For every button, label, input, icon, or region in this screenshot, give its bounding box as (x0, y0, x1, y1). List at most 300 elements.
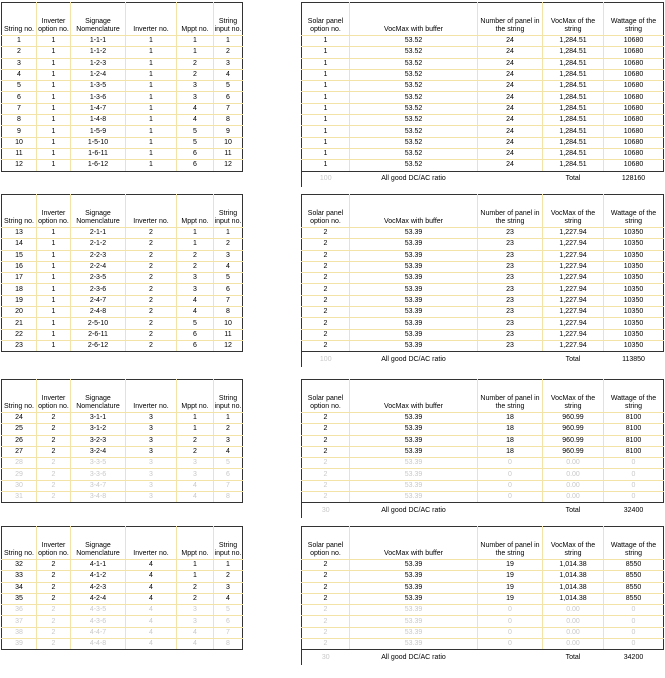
table-cell[interactable]: 3-4-8 (71, 492, 126, 503)
table-cell[interactable]: 29 (2, 469, 37, 480)
table-cell[interactable]: 1 (126, 137, 177, 148)
table-cell[interactable]: 12 (2, 160, 37, 171)
table-cell[interactable]: 3 (177, 92, 214, 103)
table-cell[interactable]: 1-4-7 (71, 103, 126, 114)
table-cell[interactable]: 960.99 (543, 413, 604, 424)
table-cell[interactable]: 4 (126, 627, 177, 638)
table-cell[interactable]: 1 (2, 36, 37, 47)
table-cell[interactable]: 37 (2, 616, 37, 627)
table-cell[interactable]: 33 (2, 571, 37, 582)
table-cell[interactable]: 2 (37, 458, 71, 469)
table-cell[interactable]: 53.52 (350, 92, 478, 103)
dc-ac-ratio-value[interactable]: 100 (319, 355, 332, 363)
table-cell[interactable]: 10350 (604, 284, 664, 295)
table-cell[interactable]: 2 (302, 413, 350, 424)
table-cell[interactable]: 6 (177, 160, 214, 171)
table-cell[interactable]: 4 (177, 115, 214, 126)
table-cell[interactable]: 1 (37, 250, 71, 261)
table-cell[interactable]: 2 (37, 639, 71, 650)
table-cell[interactable]: 0.00 (543, 458, 604, 469)
table-cell[interactable]: 53.39 (350, 424, 478, 435)
table-cell[interactable]: 0 (604, 492, 664, 503)
table-cell[interactable]: 3-3-5 (71, 458, 126, 469)
table-cell[interactable]: 1,284.51 (543, 115, 604, 126)
table-cell[interactable]: 3 (177, 605, 214, 616)
table-cell[interactable]: 1 (126, 115, 177, 126)
table-cell[interactable]: 1,227.94 (543, 329, 604, 340)
table-cell[interactable]: 1 (126, 92, 177, 103)
table-cell[interactable]: 10680 (604, 103, 664, 114)
table-cell[interactable]: 8 (214, 639, 243, 650)
table-cell[interactable]: 25 (2, 424, 37, 435)
table-cell[interactable]: 2 (302, 228, 350, 239)
table-cell[interactable]: 2 (126, 295, 177, 306)
table-cell[interactable]: 1 (177, 228, 214, 239)
table-cell[interactable]: 4 (214, 69, 243, 80)
table-cell[interactable]: 32 (2, 560, 37, 571)
table-cell[interactable]: 2 (37, 582, 71, 593)
table-cell[interactable]: 0.00 (543, 492, 604, 503)
table-cell[interactable]: 19 (478, 571, 543, 582)
table-cell[interactable]: 1 (177, 424, 214, 435)
table-cell[interactable]: 1 (302, 126, 350, 137)
table-cell[interactable]: 1 (126, 148, 177, 159)
table-cell[interactable]: 10680 (604, 47, 664, 58)
column-header[interactable]: VocMax of the string (543, 527, 604, 560)
table-cell[interactable]: 4 (126, 605, 177, 616)
table-cell[interactable]: 24 (478, 137, 543, 148)
table-cell[interactable]: 53.39 (350, 492, 478, 503)
table-cell[interactable]: 0 (478, 616, 543, 627)
table-cell[interactable]: 6 (177, 148, 214, 159)
table-cell[interactable]: 2 (37, 593, 71, 604)
table-cell[interactable]: 1 (37, 47, 71, 58)
table-cell[interactable]: 6 (214, 469, 243, 480)
dc-ac-ratio-value[interactable]: 30 (321, 653, 330, 661)
table-cell[interactable]: 2 (177, 250, 214, 261)
table-cell[interactable]: 3 (126, 435, 177, 446)
table-cell[interactable]: 10350 (604, 228, 664, 239)
table-cell[interactable]: 1 (126, 126, 177, 137)
table-cell[interactable]: 2 (126, 239, 177, 250)
table-cell[interactable]: 2-4-7 (71, 295, 126, 306)
table-cell[interactable]: 2 (302, 492, 350, 503)
table-cell[interactable]: 0 (478, 627, 543, 638)
table-cell[interactable]: 1 (37, 92, 71, 103)
column-header[interactable]: Wattage of the string (604, 527, 664, 560)
table-cell[interactable]: 1 (214, 413, 243, 424)
column-header[interactable]: String input no. (214, 3, 243, 36)
table-cell[interactable]: 1,284.51 (543, 69, 604, 80)
table-cell[interactable]: 5 (214, 605, 243, 616)
table-cell[interactable]: 1-5-9 (71, 126, 126, 137)
table-cell[interactable]: 23 (478, 239, 543, 250)
table-cell[interactable]: 10350 (604, 239, 664, 250)
table-cell[interactable]: 1,014.38 (543, 571, 604, 582)
table-cell[interactable]: 4-1-1 (71, 560, 126, 571)
table-cell[interactable]: 10680 (604, 58, 664, 69)
table-cell[interactable]: 53.39 (350, 307, 478, 318)
table-cell[interactable]: 18 (2, 284, 37, 295)
table-cell[interactable]: 10680 (604, 126, 664, 137)
table-cell[interactable]: 2 (126, 228, 177, 239)
table-cell[interactable]: 53.52 (350, 126, 478, 137)
table-cell[interactable]: 1 (37, 329, 71, 340)
table-cell[interactable]: 3 (177, 469, 214, 480)
column-header[interactable]: Solar panel option no. (302, 3, 350, 36)
table-cell[interactable]: 53.39 (350, 228, 478, 239)
table-cell[interactable]: 1 (302, 81, 350, 92)
table-cell[interactable]: 8100 (604, 424, 664, 435)
table-cell[interactable]: 1,284.51 (543, 103, 604, 114)
table-cell[interactable]: 4 (177, 307, 214, 318)
table-cell[interactable]: 3 (126, 469, 177, 480)
table-cell[interactable]: 2 (37, 571, 71, 582)
table-cell[interactable]: 3 (177, 458, 214, 469)
table-cell[interactable]: 1 (37, 137, 71, 148)
table-cell[interactable]: 12 (214, 340, 243, 351)
table-cell[interactable]: 1,284.51 (543, 148, 604, 159)
column-header[interactable]: String no. (2, 380, 37, 413)
column-header[interactable]: Number of panel in the string (478, 527, 543, 560)
table-cell[interactable]: 8 (214, 492, 243, 503)
table-cell[interactable]: 3 (177, 81, 214, 92)
table-cell[interactable]: 18 (478, 413, 543, 424)
table-cell[interactable]: 0 (604, 605, 664, 616)
table-cell[interactable]: 2-6-11 (71, 329, 126, 340)
table-cell[interactable]: 23 (478, 273, 543, 284)
table-cell[interactable]: 960.99 (543, 446, 604, 457)
table-cell[interactable]: 0 (604, 627, 664, 638)
table-cell[interactable]: 2 (302, 560, 350, 571)
table-cell[interactable]: 9 (214, 126, 243, 137)
table-cell[interactable]: 4 (214, 446, 243, 457)
table-cell[interactable]: 1 (37, 58, 71, 69)
table-cell[interactable]: 53.39 (350, 582, 478, 593)
table-cell[interactable]: 1 (177, 36, 214, 47)
table-cell[interactable]: 3 (2, 58, 37, 69)
spacer-cell[interactable] (478, 503, 543, 519)
column-header[interactable]: VocMax with buffer (350, 3, 478, 36)
table-cell[interactable]: 2 (302, 627, 350, 638)
table-cell[interactable]: 6 (177, 340, 214, 351)
column-header[interactable]: Number of panel in the string (478, 380, 543, 413)
table-cell[interactable]: 2-5-10 (71, 318, 126, 329)
dc-ac-ratio-label[interactable]: All good DC/AC ratio (381, 355, 446, 363)
table-cell[interactable]: 53.39 (350, 593, 478, 604)
table-cell[interactable]: 0.00 (543, 469, 604, 480)
table-cell[interactable]: 5 (214, 273, 243, 284)
table-cell[interactable]: 1,014.38 (543, 582, 604, 593)
column-header[interactable]: String no. (2, 527, 37, 560)
table-cell[interactable]: 30 (2, 480, 37, 491)
column-header[interactable]: Wattage of the string (604, 195, 664, 228)
table-cell[interactable]: 2 (177, 593, 214, 604)
table-cell[interactable]: 16 (2, 261, 37, 272)
table-cell[interactable]: 10350 (604, 295, 664, 306)
column-header[interactable]: Mppt no. (177, 195, 214, 228)
table-cell[interactable]: 2-1-2 (71, 239, 126, 250)
table-cell[interactable]: 5 (177, 318, 214, 329)
table-cell[interactable]: 53.39 (350, 340, 478, 351)
table-cell[interactable]: 0.00 (543, 616, 604, 627)
table-cell[interactable]: 23 (478, 284, 543, 295)
table-cell[interactable]: 1 (302, 160, 350, 171)
table-cell[interactable]: 2 (214, 239, 243, 250)
table-cell[interactable]: 53.39 (350, 560, 478, 571)
table-cell[interactable]: 2 (302, 295, 350, 306)
table-cell[interactable]: 0 (478, 458, 543, 469)
column-header[interactable]: Signage Nomenclature (71, 380, 126, 413)
table-cell[interactable]: 3 (177, 284, 214, 295)
table-cell[interactable]: 53.39 (350, 616, 478, 627)
table-cell[interactable]: 2 (302, 340, 350, 351)
table-cell[interactable]: 10680 (604, 148, 664, 159)
table-cell[interactable]: 4 (126, 639, 177, 650)
table-cell[interactable]: 1 (126, 81, 177, 92)
table-cell[interactable]: 18 (478, 424, 543, 435)
table-cell[interactable]: 2 (37, 469, 71, 480)
table-cell[interactable]: 1 (37, 148, 71, 159)
table-cell[interactable]: 53.39 (350, 261, 478, 272)
table-cell[interactable]: 2 (302, 458, 350, 469)
table-cell[interactable]: 3-4-7 (71, 480, 126, 491)
table-cell[interactable]: 53.39 (350, 413, 478, 424)
table-cell[interactable]: 8100 (604, 435, 664, 446)
table-cell[interactable]: 1,284.51 (543, 36, 604, 47)
table-cell[interactable]: 53.39 (350, 480, 478, 491)
table-cell[interactable]: 23 (478, 318, 543, 329)
table-cell[interactable]: 10350 (604, 250, 664, 261)
table-cell[interactable]: 7 (214, 480, 243, 491)
table-cell[interactable]: 19 (478, 593, 543, 604)
table-cell[interactable]: 3-2-4 (71, 446, 126, 457)
table-cell[interactable]: 1,227.94 (543, 250, 604, 261)
table-cell[interactable]: 1 (37, 69, 71, 80)
table-cell[interactable]: 960.99 (543, 435, 604, 446)
table-cell[interactable]: 8 (214, 307, 243, 318)
table-cell[interactable]: 0 (478, 469, 543, 480)
table-cell[interactable]: 3 (214, 58, 243, 69)
table-cell[interactable]: 53.52 (350, 148, 478, 159)
column-header[interactable]: Signage Nomenclature (71, 527, 126, 560)
table-cell[interactable]: 2 (302, 435, 350, 446)
table-cell[interactable]: 1-2-3 (71, 58, 126, 69)
table-cell[interactable]: 2 (302, 239, 350, 250)
table-cell[interactable]: 23 (478, 295, 543, 306)
table-cell[interactable]: 6 (214, 92, 243, 103)
column-header[interactable]: Inverter no. (126, 3, 177, 36)
table-cell[interactable]: 2 (126, 284, 177, 295)
table-cell[interactable]: 53.39 (350, 318, 478, 329)
table-cell[interactable]: 0.00 (543, 639, 604, 650)
table-cell[interactable]: 19 (478, 582, 543, 593)
table-cell[interactable]: 1,284.51 (543, 160, 604, 171)
column-header[interactable]: Solar panel option no. (302, 527, 350, 560)
table-cell[interactable]: 1-6-11 (71, 148, 126, 159)
table-cell[interactable]: 1 (37, 340, 71, 351)
column-header[interactable]: Signage Nomenclature (71, 195, 126, 228)
table-cell[interactable]: 7 (214, 103, 243, 114)
table-cell[interactable]: 4 (177, 480, 214, 491)
column-header[interactable]: Mppt no. (177, 527, 214, 560)
table-cell[interactable]: 2 (37, 627, 71, 638)
column-header[interactable]: VocMax with buffer (350, 380, 478, 413)
table-cell[interactable]: 1 (37, 81, 71, 92)
table-cell[interactable]: 1,284.51 (543, 81, 604, 92)
table-cell[interactable]: 1 (126, 103, 177, 114)
table-cell[interactable]: 1,227.94 (543, 295, 604, 306)
table-cell[interactable]: 1,014.38 (543, 593, 604, 604)
table-cell[interactable]: 24 (478, 160, 543, 171)
table-cell[interactable]: 4 (126, 571, 177, 582)
table-cell[interactable]: 24 (2, 413, 37, 424)
table-cell[interactable]: 1 (37, 160, 71, 171)
table-cell[interactable]: 1 (302, 92, 350, 103)
table-cell[interactable]: 19 (2, 295, 37, 306)
table-cell[interactable]: 7 (214, 627, 243, 638)
table-cell[interactable]: 2 (2, 47, 37, 58)
table-cell[interactable]: 1 (302, 137, 350, 148)
table-cell[interactable]: 1 (126, 69, 177, 80)
table-cell[interactable]: 10680 (604, 115, 664, 126)
table-cell[interactable]: 1,227.94 (543, 340, 604, 351)
table-cell[interactable]: 53.39 (350, 295, 478, 306)
table-cell[interactable]: 9 (2, 126, 37, 137)
table-cell[interactable]: 1,227.94 (543, 318, 604, 329)
table-cell[interactable]: 2 (37, 424, 71, 435)
table-cell[interactable]: 1 (37, 228, 71, 239)
table-cell[interactable]: 0 (478, 480, 543, 491)
table-cell[interactable]: 1 (37, 273, 71, 284)
table-cell[interactable]: 4 (214, 261, 243, 272)
table-cell[interactable]: 24 (478, 92, 543, 103)
table-cell[interactable]: 10680 (604, 69, 664, 80)
table-cell[interactable]: 53.39 (350, 458, 478, 469)
table-cell[interactable]: 3 (177, 616, 214, 627)
table-cell[interactable]: 10350 (604, 261, 664, 272)
table-cell[interactable]: 24 (478, 47, 543, 58)
table-cell[interactable]: 2 (302, 273, 350, 284)
table-cell[interactable]: 1,227.94 (543, 228, 604, 239)
table-cell[interactable]: 2 (177, 582, 214, 593)
table-cell[interactable]: 5 (2, 81, 37, 92)
table-cell[interactable]: 1 (214, 36, 243, 47)
table-cell[interactable]: 53.39 (350, 250, 478, 261)
table-cell[interactable]: 2 (126, 318, 177, 329)
table-cell[interactable]: 5 (177, 137, 214, 148)
table-cell[interactable]: 1,284.51 (543, 137, 604, 148)
table-cell[interactable]: 26 (2, 435, 37, 446)
table-cell[interactable]: 20 (2, 307, 37, 318)
table-cell[interactable]: 2-4-8 (71, 307, 126, 318)
table-cell[interactable]: 1,227.94 (543, 261, 604, 272)
table-cell[interactable]: 23 (478, 250, 543, 261)
column-header[interactable]: Mppt no. (177, 3, 214, 36)
table-cell[interactable]: 12 (214, 160, 243, 171)
table-cell[interactable]: 53.52 (350, 36, 478, 47)
table-cell[interactable]: 10 (2, 137, 37, 148)
table-cell[interactable]: 1 (37, 239, 71, 250)
total-wattage-value[interactable]: 128160 (621, 175, 646, 183)
table-cell[interactable]: 21 (2, 318, 37, 329)
table-cell[interactable]: 1 (214, 228, 243, 239)
table-cell[interactable]: 0.00 (543, 627, 604, 638)
table-cell[interactable]: 24 (478, 81, 543, 92)
table-cell[interactable]: 10680 (604, 36, 664, 47)
table-cell[interactable]: 53.52 (350, 115, 478, 126)
table-cell[interactable]: 7 (2, 103, 37, 114)
table-cell[interactable]: 3 (126, 458, 177, 469)
table-cell[interactable]: 24 (478, 36, 543, 47)
table-cell[interactable]: 53.52 (350, 58, 478, 69)
table-cell[interactable]: 1,284.51 (543, 47, 604, 58)
table-cell[interactable]: 3-3-6 (71, 469, 126, 480)
table-cell[interactable]: 39 (2, 639, 37, 650)
table-cell[interactable]: 23 (2, 340, 37, 351)
table-cell[interactable]: 2 (177, 261, 214, 272)
column-header[interactable]: Inverter no. (126, 527, 177, 560)
table-cell[interactable]: 4 (126, 616, 177, 627)
table-cell[interactable]: 1,284.51 (543, 92, 604, 103)
table-cell[interactable]: 3 (126, 446, 177, 457)
table-cell[interactable]: 10350 (604, 340, 664, 351)
table-cell[interactable]: 4 (2, 69, 37, 80)
column-header[interactable]: Mppt no. (177, 380, 214, 413)
table-cell[interactable]: 1 (37, 307, 71, 318)
table-cell[interactable]: 3 (126, 413, 177, 424)
table-cell[interactable]: 2-1-1 (71, 228, 126, 239)
table-cell[interactable]: 2-3-6 (71, 284, 126, 295)
table-cell[interactable]: 2 (37, 480, 71, 491)
total-label[interactable]: Total (565, 506, 581, 514)
table-cell[interactable]: 3 (126, 480, 177, 491)
table-cell[interactable]: 1 (37, 126, 71, 137)
table-cell[interactable]: 31 (2, 492, 37, 503)
table-cell[interactable]: 2-2-3 (71, 250, 126, 261)
table-cell[interactable]: 2 (37, 413, 71, 424)
table-cell[interactable]: 2 (302, 424, 350, 435)
table-cell[interactable]: 8100 (604, 446, 664, 457)
table-cell[interactable]: 1-3-6 (71, 92, 126, 103)
column-header[interactable]: VocMax of the string (543, 3, 604, 36)
table-cell[interactable]: 14 (2, 239, 37, 250)
table-cell[interactable]: 5 (214, 81, 243, 92)
table-cell[interactable]: 5 (214, 458, 243, 469)
table-cell[interactable]: 0 (478, 639, 543, 650)
table-cell[interactable]: 10350 (604, 307, 664, 318)
table-cell[interactable]: 2 (302, 605, 350, 616)
table-cell[interactable]: 1 (177, 47, 214, 58)
table-cell[interactable]: 1-1-2 (71, 47, 126, 58)
table-cell[interactable]: 24 (478, 69, 543, 80)
table-cell[interactable]: 3 (126, 424, 177, 435)
table-cell[interactable]: 2 (177, 435, 214, 446)
column-header[interactable]: Number of panel in the string (478, 195, 543, 228)
table-cell[interactable]: 4-3-6 (71, 616, 126, 627)
table-cell[interactable]: 19 (478, 560, 543, 571)
column-header[interactable]: Signage Nomenclature (71, 3, 126, 36)
table-cell[interactable]: 1-3-5 (71, 81, 126, 92)
table-cell[interactable]: 1 (37, 318, 71, 329)
table-cell[interactable]: 8 (2, 115, 37, 126)
table-cell[interactable]: 1 (214, 560, 243, 571)
table-cell[interactable]: 2 (37, 435, 71, 446)
table-cell[interactable]: 11 (2, 148, 37, 159)
table-cell[interactable]: 53.39 (350, 469, 478, 480)
table-cell[interactable]: 53.52 (350, 47, 478, 58)
table-cell[interactable]: 4-3-5 (71, 605, 126, 616)
